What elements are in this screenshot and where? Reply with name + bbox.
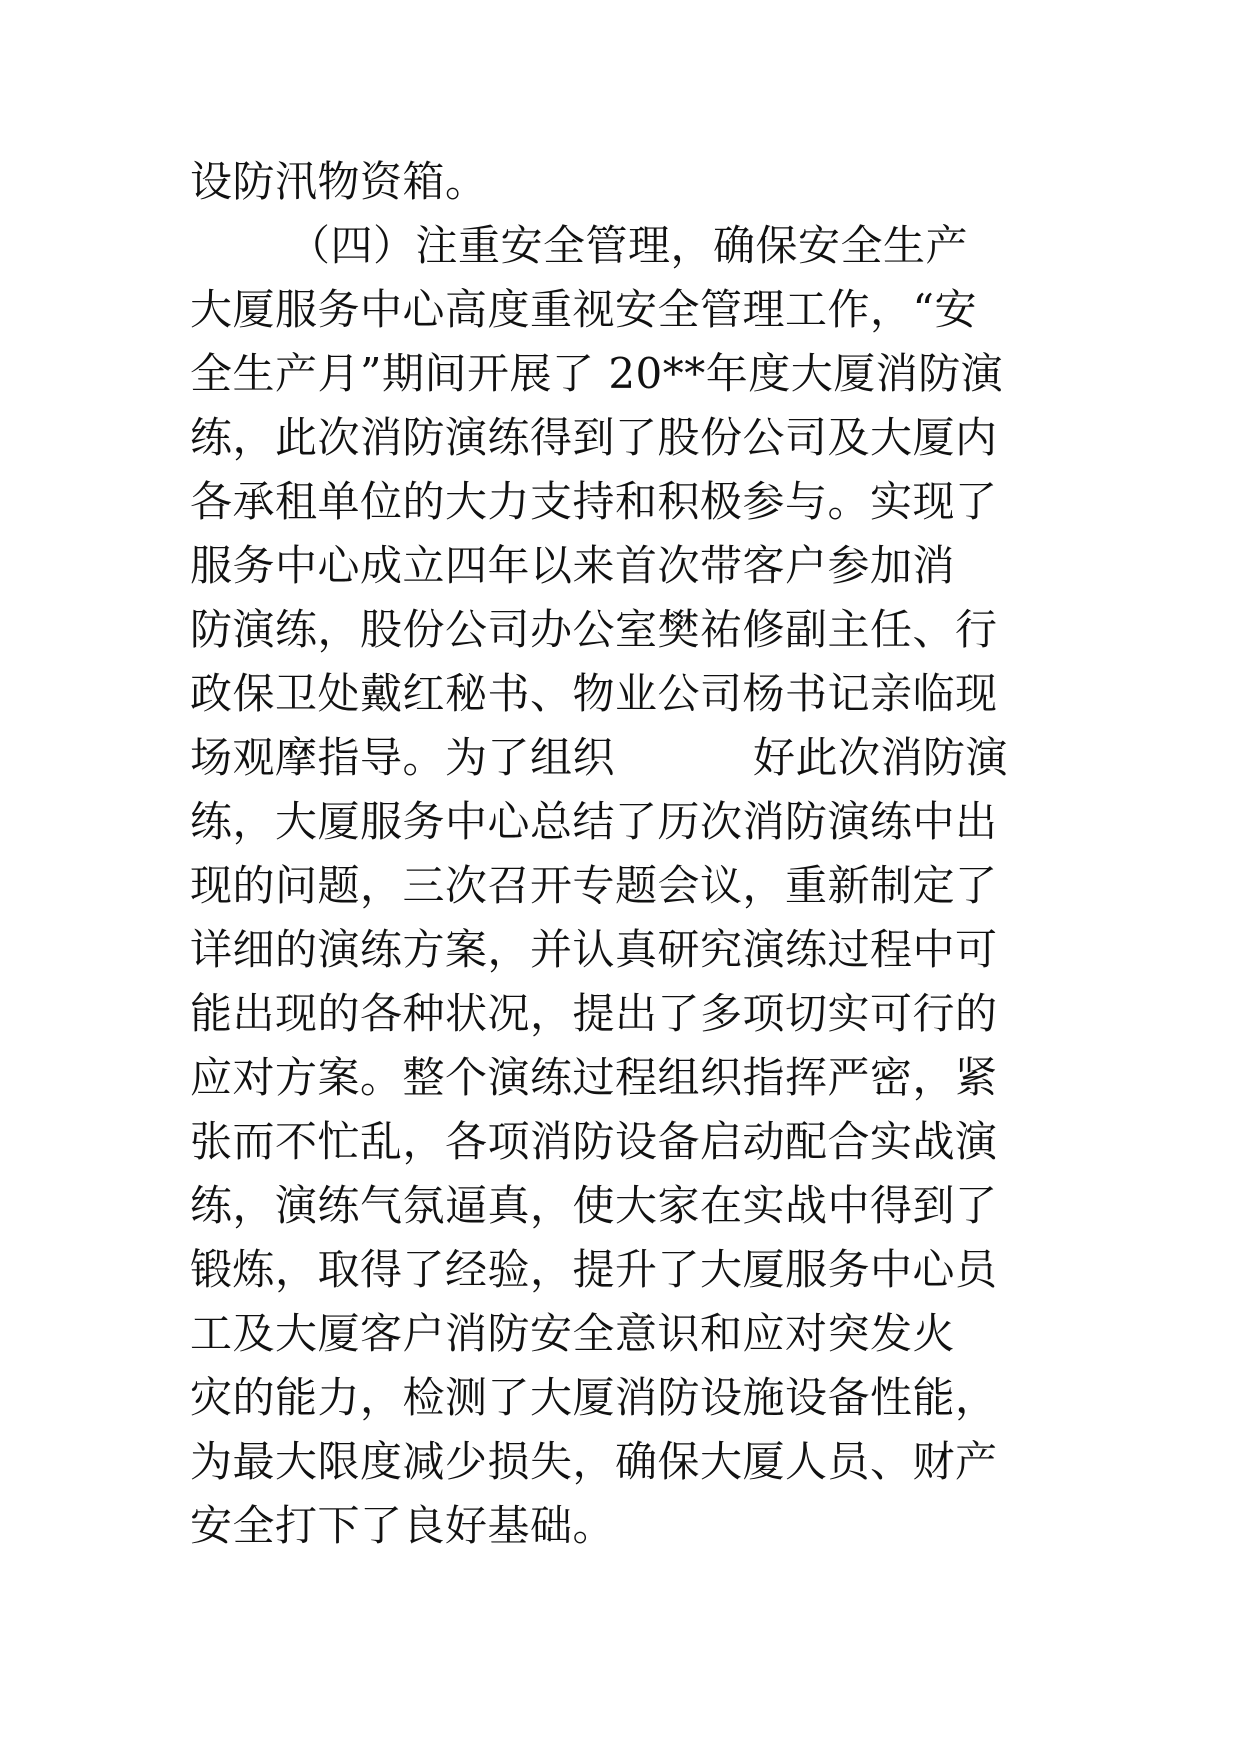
- text-line: 各承租单位的大力支持和积极参与。实现了: [190, 477, 998, 526]
- text-line: 应对方案。整个演练过程组织指挥严密，紧: [190, 1053, 998, 1102]
- text-line: 工及大厦客户消防安全意识和应对突发火: [190, 1309, 956, 1358]
- text-line: [190, 726, 1008, 790]
- text-line: 全生产月”期间开展了 20**年度大厦消防演: [190, 349, 1004, 398]
- text-line: 练，大厦服务中心总结了历次消防演练中出: [190, 797, 998, 846]
- text-line: 详细的演练方案，并认真研究演练过程中可: [190, 925, 998, 974]
- text-segment: 好此次消防演: [753, 733, 1009, 782]
- text-line: 安全打下了良好基础。: [190, 1501, 616, 1550]
- text-line: 政保卫处戴红秘书、物业公司杨书记亲临现: [190, 669, 998, 718]
- section-heading: （四）注重安全管理，确保安全生产: [288, 221, 969, 270]
- text-line: 设防汛物资箱。: [190, 157, 488, 206]
- text-line: 现的问题，三次召开专题会议，重新制定了: [190, 861, 998, 910]
- text-line: 为最大限度减少损失，确保大厦人员、财产: [190, 1437, 998, 1486]
- text-line: 练，此次消防演练得到了股份公司及大厦内: [190, 413, 998, 462]
- text-line: 防演练，股份公司办公室樊祐修副主任、行: [190, 605, 998, 654]
- text-line: 服务中心成立四年以来首次带客户参加消: [190, 541, 956, 590]
- text-line: 练，演练气氛逼真，使大家在实战中得到了: [190, 1181, 998, 1230]
- text-line: 能出现的各种状况，提出了多项切实可行的: [190, 989, 998, 1038]
- text-segment: 场观摩指导。为了组织: [190, 733, 616, 782]
- text-line: 锻炼，取得了经验，提升了大厦服务中心员: [190, 1245, 998, 1294]
- text-line: 大厦服务中心高度重视安全管理工作，“安: [190, 285, 977, 334]
- text-line: 张而不忙乱，各项消防设备启动配合实战演: [190, 1117, 998, 1166]
- text-line: 灾的能力，检测了大厦消防设施设备性能，: [190, 1373, 998, 1422]
